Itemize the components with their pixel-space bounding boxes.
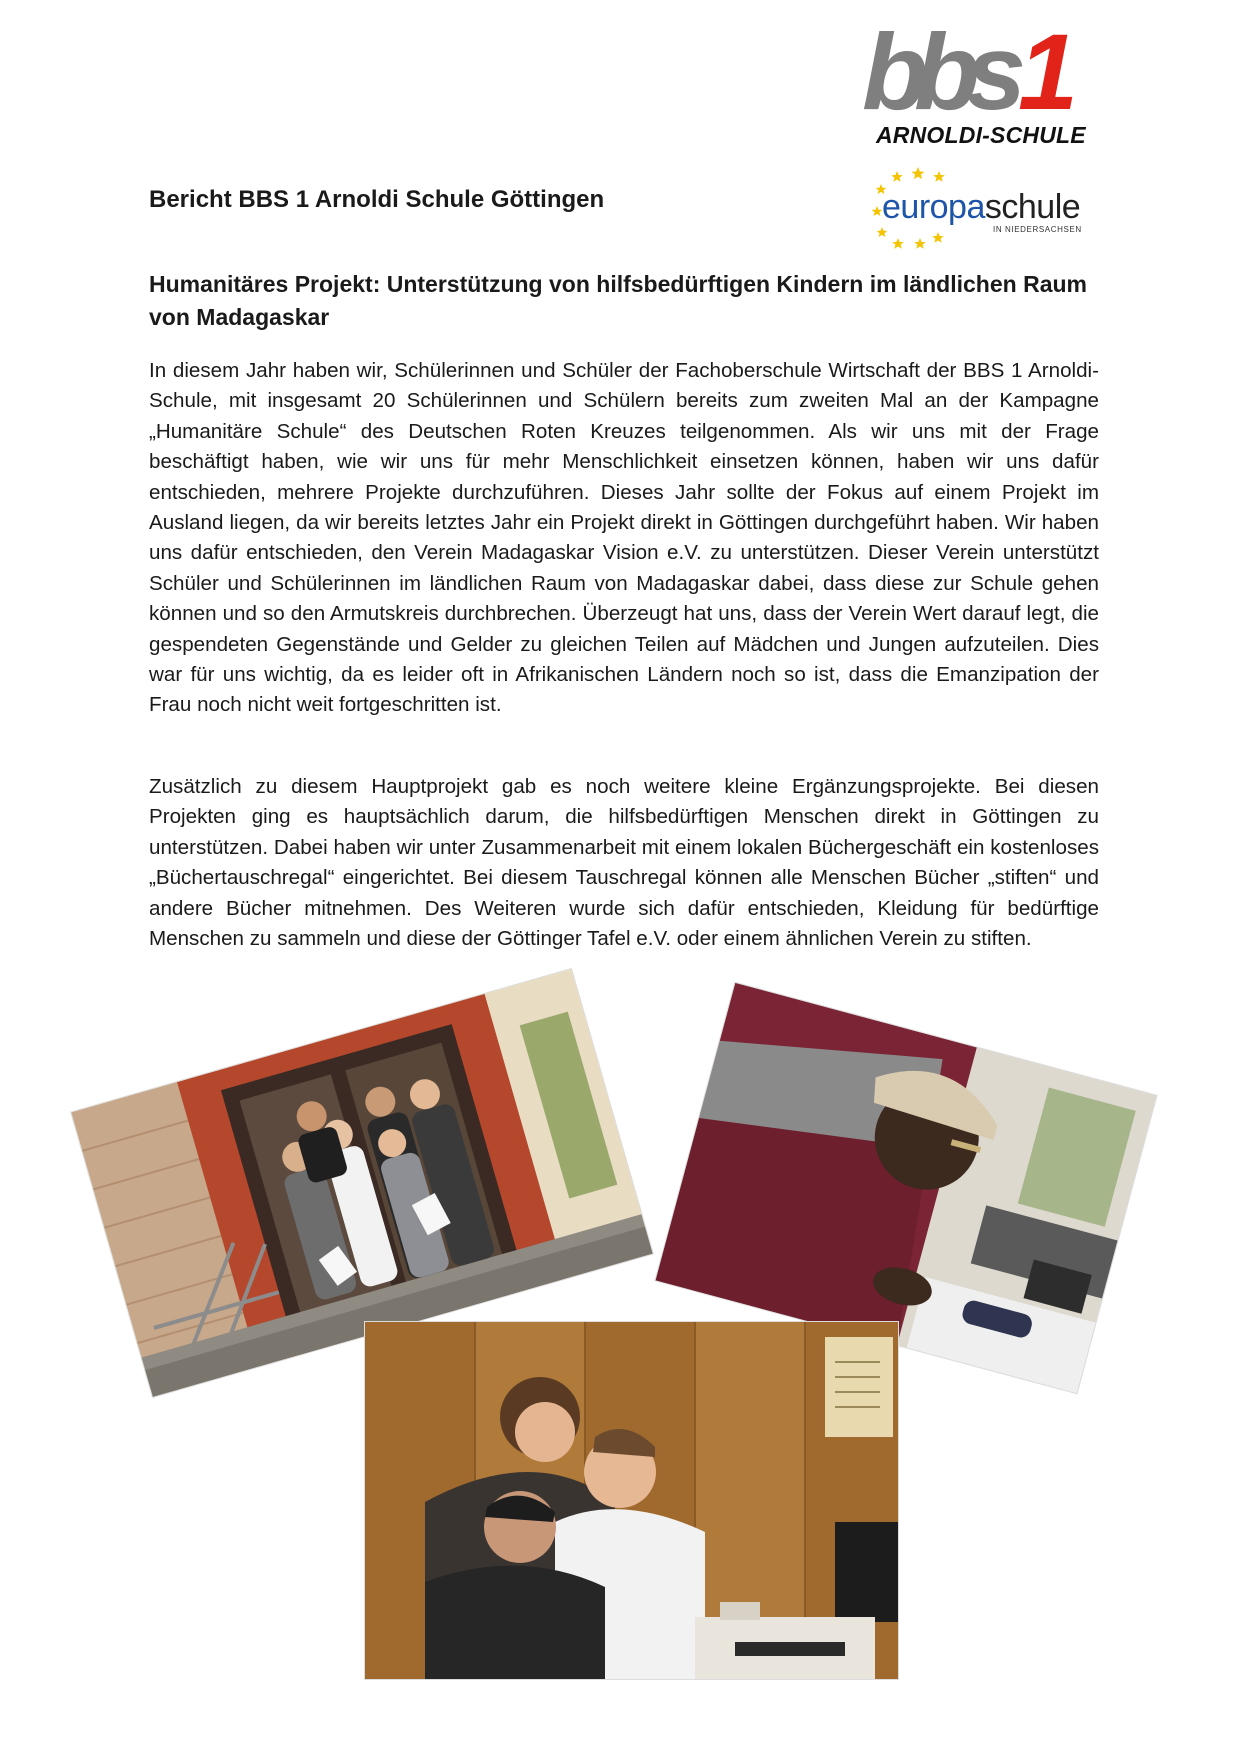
report-title: Bericht BBS 1 Arnoldi Schule Göttingen	[149, 186, 605, 213]
europaschule-region: IN NIEDERSACHSEN	[993, 225, 1082, 234]
bbs1-logo-subtitle: ARNOLDI-SCHULE	[876, 122, 1086, 148]
bbs1-logo-wordmark	[862, 11, 1065, 132]
photo-teacher-students-image	[365, 1322, 898, 1679]
europaschule-word-europa: europa	[882, 188, 985, 226]
bbs1-logo-bbs: bbs	[862, 11, 1013, 132]
project-heading: Humanitäres Projekt: Unterstützung von hilfsbedürftigen Kindern im ländlichen Raum von Madagaskar	[149, 271, 1087, 330]
photo-teacher-students	[365, 1322, 898, 1679]
paragraph-main-project: In diesem Jahr haben wir, Schülerinnen und Schüler der Fachoberschule Wirtschaft der BBS 1 Arnoldi-Schule, mit insgesamt 20 Schülerinnen und Schülern bereits zum zweiten Mal an der Kampagne „Humanitäre Schule“ des Deutschen Roten Kreuzes teilgenommen. Als wir uns mit der Frage beschäftigt haben, wie wir uns für mehr Menschlichkeit einsetzen können, haben wir uns dafür entschieden, mehrere Projekte durchzuführen. Dieses Jahr sollte der Fokus auf einem Projekt im Ausland liegen, da wir bereits letztes Jahr ein Projekt direkt in Göttingen durchgeführt haben. Wir haben uns dafür entschieden, den Verein Madagaskar Vision e.V. zu unterstützen. Dieser Verein unterstützt Schüler und Schülerinnen im ländlichen Raum von Madagaskar dabei, dass diese zur Schule gehen können und so den Armutskreis durchbrechen. Überzeugt hat uns, dass der Verein Wert darauf legt, die gespendeten Gegenstände und Gelder zu gleichen Teilen auf Mädchen und Jungen aufzuteilen. Dies war für uns wichtig, da es leider oft in Afrikanischen Ländern noch so ist, dass die Emanzipation der Frau noch nicht weit fortgeschritten ist.	[149, 359, 1099, 717]
europaschule-wordmark	[882, 188, 1080, 227]
bbs1-logo-number: 1	[1018, 11, 1065, 132]
paragraph-additional-projects: Zusätzlich zu diesem Hauptprojekt gab es noch weitere kleine Ergänzungsprojekte. Bei diesen Projekten ging es hauptsächlich darum, die hilfsbedürftigen Menschen direkt in Göttingen zu unterstützen. Dabei haben wir unter Zusammenarbeit mit einem lokalen Büchergeschäft ein kostenloses „Büchertauschregal“ eingerichtet. Bei diesem Tauschregal können alle Menschen Bücher „stiften“ und andere Bücher mitnehmen. Des Weiteren wurde sich dafür entschieden, Kleidung für bedürftige Menschen zu sammeln und diese der Göttinger Tafel e.V. oder einem ähnlichen Verein zu stiften.	[149, 775, 1099, 951]
europaschule-logo	[868, 164, 1104, 250]
bbs1-logo	[862, 11, 1102, 150]
europaschule-word-schule: schule	[984, 188, 1081, 226]
